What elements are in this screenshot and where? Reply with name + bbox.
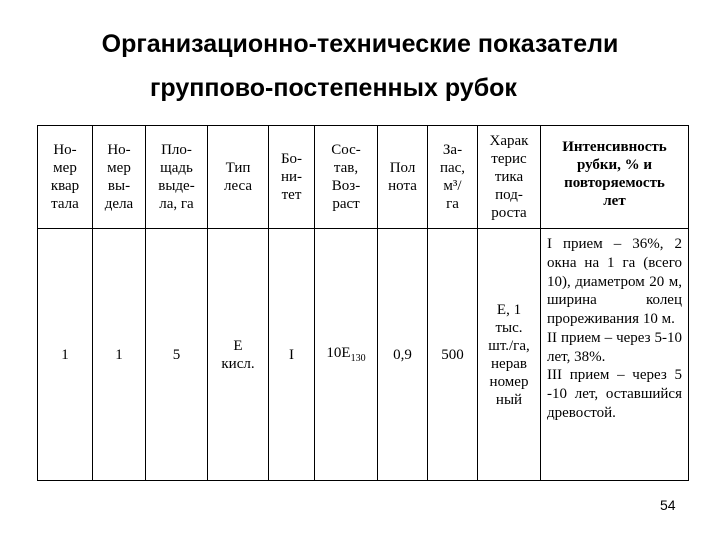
cell-undergrowth: Е, 1 тыс. шт./га, нерав номер ный xyxy=(478,229,541,481)
header-bonitet: Бо- ни- тет xyxy=(269,126,315,229)
header-density: Пол нота xyxy=(378,126,428,229)
composition-age: 130 xyxy=(350,353,366,364)
header-quarter: Но- мер квар тала xyxy=(38,126,93,229)
cell-forest-type: Е кисл. xyxy=(208,229,269,481)
cell-intensity xyxy=(541,229,689,481)
indicators-table xyxy=(37,125,689,481)
cell-bonitet: I xyxy=(269,229,315,481)
intensity-stage-1: I прием – 36%, 2 окна на 1 га (всего 10), диаметром 20 м, ширина колец прореживания 10 м. xyxy=(547,236,682,327)
cell-composition xyxy=(315,229,378,481)
header-plot: Но- мер вы- дела xyxy=(93,126,146,229)
cell-stock: 500 xyxy=(428,229,478,481)
cell-plot: 1 xyxy=(93,229,146,481)
intensity-stage-2: II прием – через 5-10 лет, 38%. xyxy=(547,329,682,365)
intensity-stage-3: III прием – через 5 -10 лет, оставшийся древостой. xyxy=(547,367,682,421)
header-area: Пло- щадь выде- ла, га xyxy=(146,126,208,229)
table-row xyxy=(38,229,689,481)
header-undergrowth: Харак терис тика под- роста xyxy=(478,126,541,229)
cell-area: 5 xyxy=(146,229,208,481)
header-forest-type: Тип леса xyxy=(208,126,269,229)
header-stock: За- пас, м³/ га xyxy=(428,126,478,229)
page-number: 54 xyxy=(660,497,676,513)
header-composition: Сос- тав, Воз- раст xyxy=(315,126,378,229)
title-line-1: Организационно-технические показатели xyxy=(101,30,619,58)
cell-density: 0,9 xyxy=(378,229,428,481)
header-intensity: Интенсивность рубки, % и повторяемость лет xyxy=(541,126,689,229)
title-line-2: группово-постепенных рубок xyxy=(150,74,517,102)
cell-quarter: 1 xyxy=(38,229,93,481)
header-row xyxy=(38,126,689,229)
composition-main: 10Е xyxy=(326,345,351,361)
